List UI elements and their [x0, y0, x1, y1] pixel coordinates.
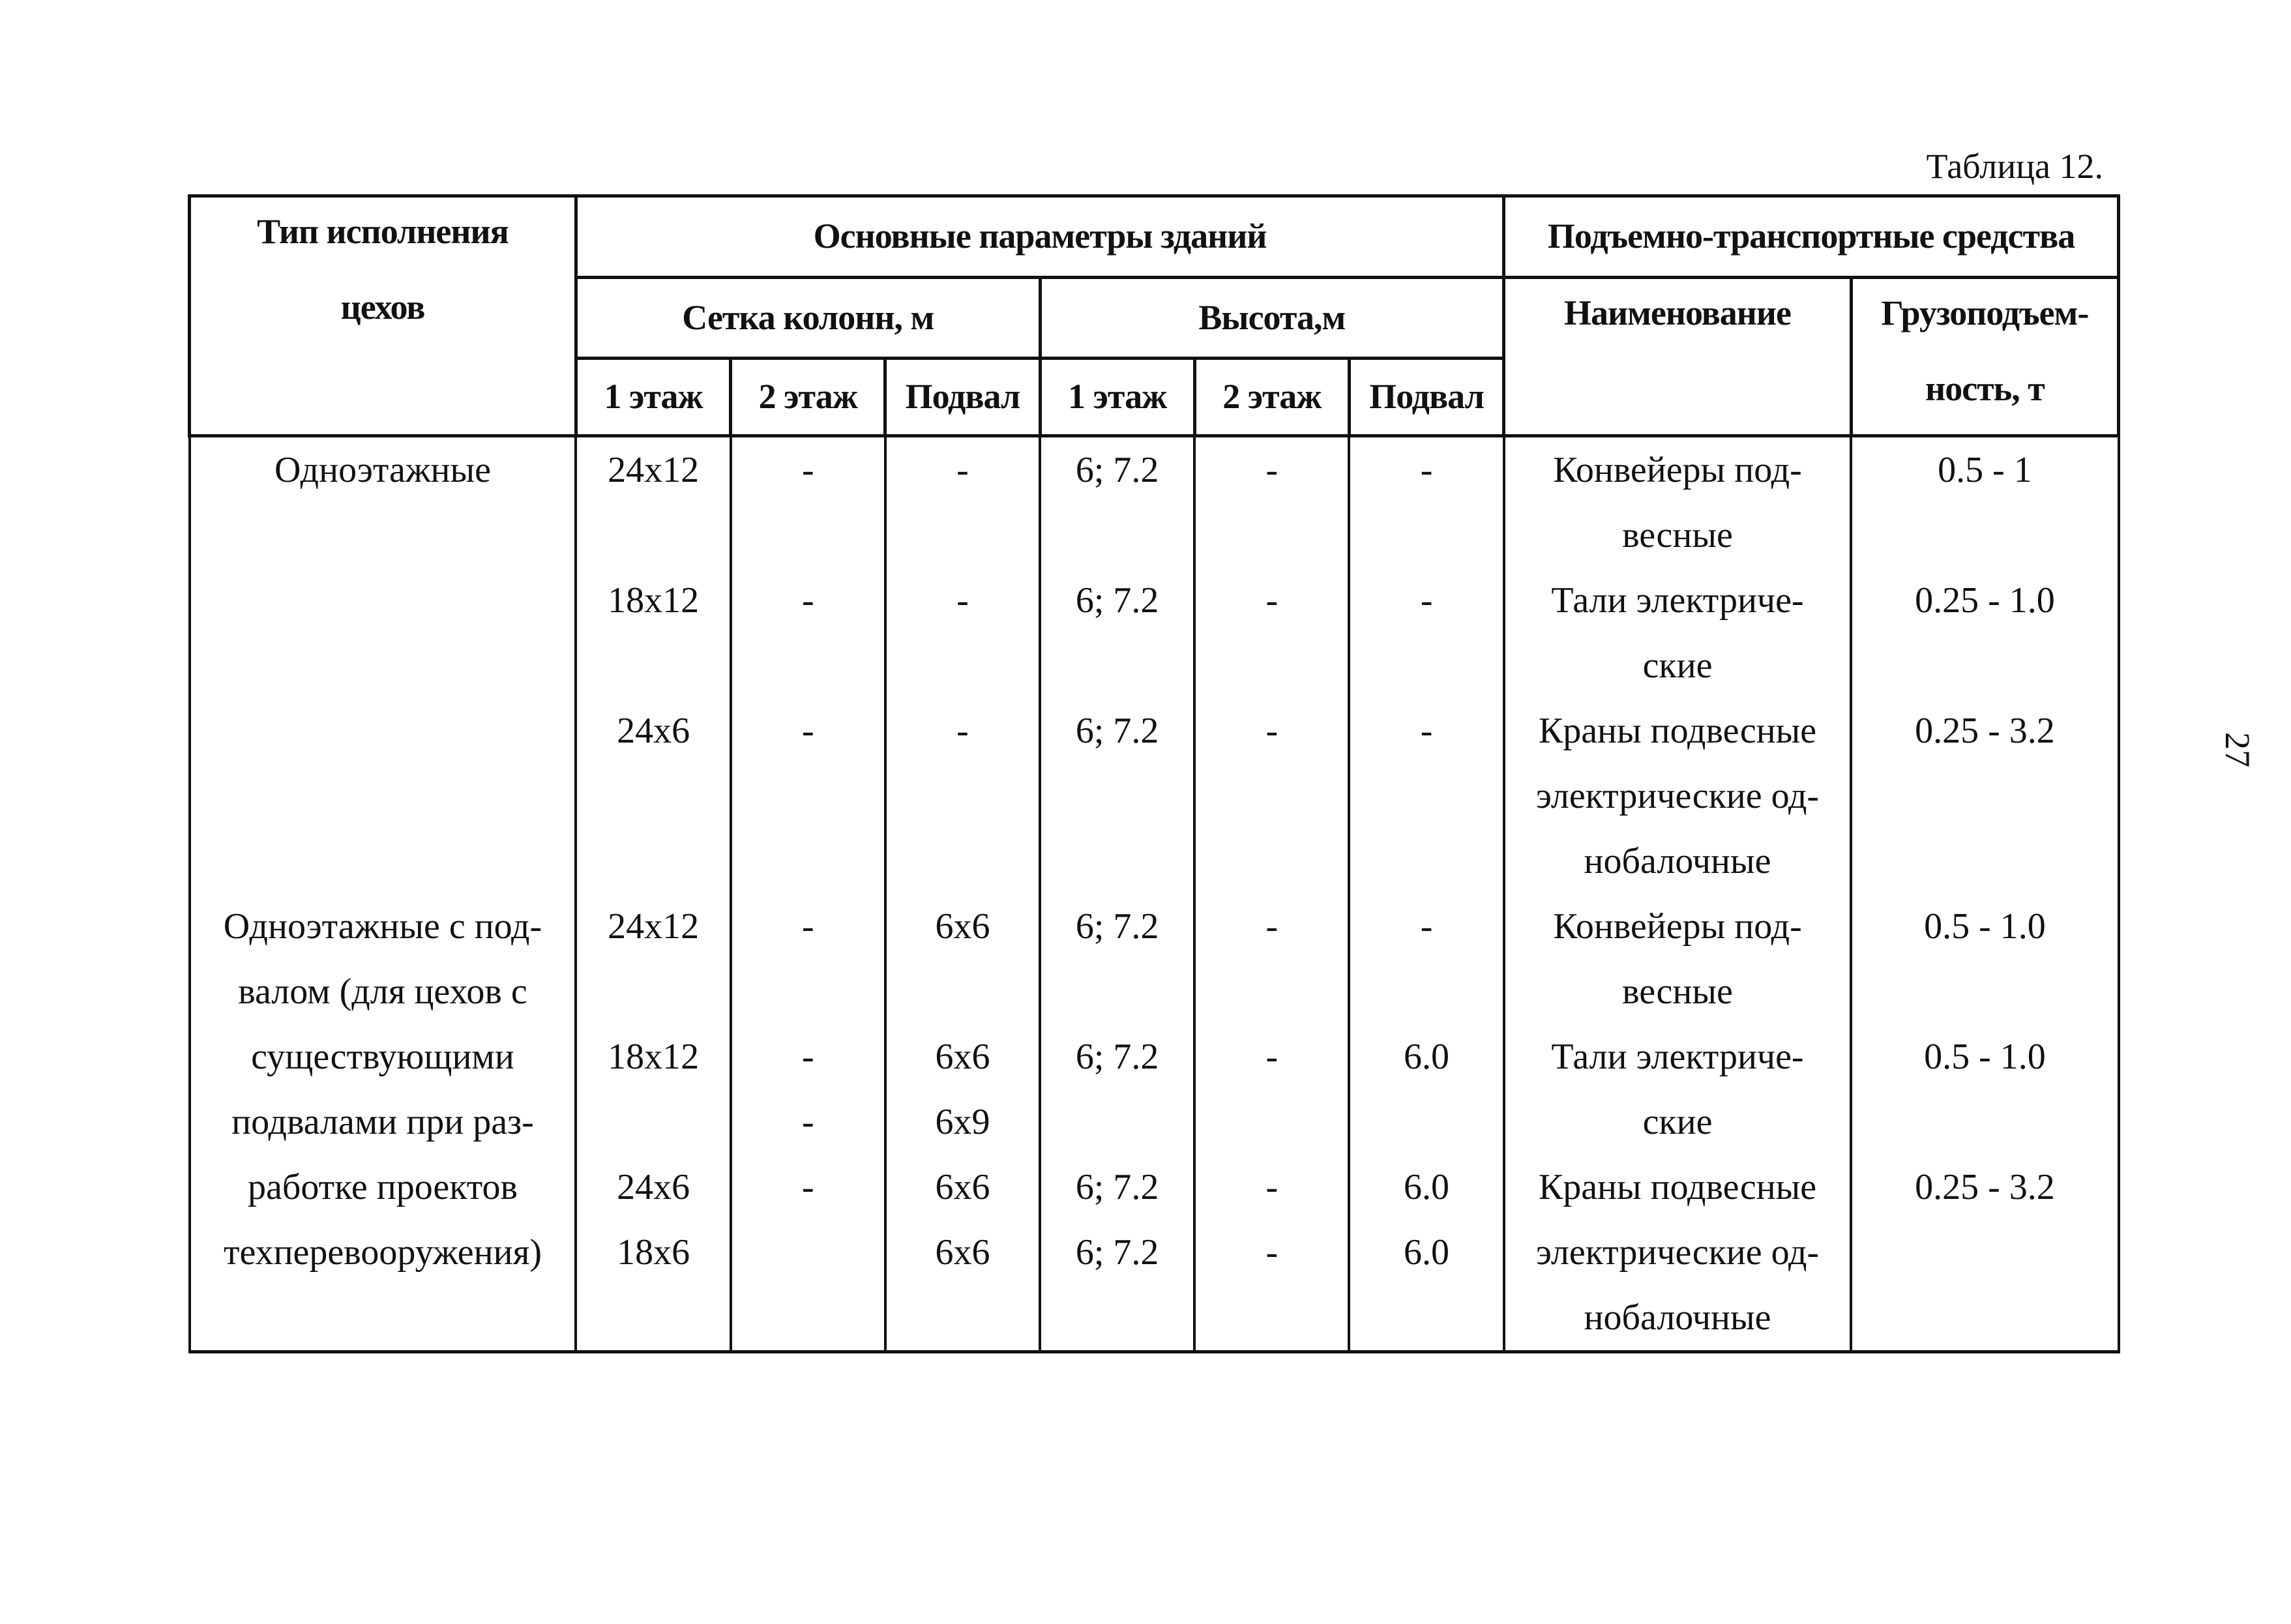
cell-line: -	[801, 906, 814, 947]
cell-line	[1350, 1089, 1502, 1155]
header-grid-floor1: 1 этаж	[576, 359, 730, 436]
cell-line	[1350, 959, 1502, 1024]
cell-line	[1041, 763, 1193, 829]
height-basement-cell	[1349, 894, 1503, 1352]
cell-line: -	[801, 449, 814, 490]
cell-line: -	[956, 710, 969, 751]
cell-line	[887, 763, 1039, 829]
cell-line	[1852, 633, 2117, 698]
cell-line: 24x6	[617, 1166, 690, 1207]
height-floor1-cell	[1040, 894, 1194, 1352]
header-main-params: Основные параметры зданий	[576, 196, 1503, 278]
cell-line	[1041, 633, 1193, 698]
height-floor1-cell	[1040, 436, 1194, 894]
cell-line: 0.25 - 3.2	[1915, 710, 2055, 751]
cell-line: 6x6	[935, 1166, 990, 1207]
cell-line: ские	[1642, 1101, 1713, 1142]
cell-line: -	[1265, 1166, 1279, 1207]
cell-line: работке проектов	[248, 1166, 518, 1207]
header-capacity-line1: Грузоподъем-	[1851, 277, 2118, 359]
cell-line: нобалочные	[1584, 1297, 1771, 1338]
cell-line: Краны подвесные	[1538, 1166, 1817, 1207]
cell-line	[1852, 829, 2117, 894]
header-name-blank	[1504, 359, 1852, 436]
header-height-basement: Подвал	[1349, 359, 1503, 436]
cell-line: -	[801, 580, 814, 621]
cell-line	[887, 503, 1039, 568]
cell-line: 24x12	[608, 906, 700, 947]
cell-line: 6; 7.2	[1075, 906, 1159, 947]
cell-line	[1350, 503, 1502, 568]
cell-line	[191, 763, 575, 829]
cell-line: Краны подвесные	[1538, 710, 1817, 751]
cell-line	[732, 633, 884, 698]
cell-line: Тали электриче-	[1551, 1036, 1804, 1077]
table-header	[190, 196, 2119, 436]
cell-line	[577, 633, 729, 698]
cell-line: -	[1265, 906, 1279, 947]
cell-line	[732, 503, 884, 568]
cell-line: Конвейеры под-	[1553, 449, 1802, 490]
cell-line: 6; 7.2	[1075, 580, 1159, 621]
cell-line: подвалами при раз-	[231, 1101, 534, 1142]
grid-basement-cell	[885, 436, 1040, 894]
grid-floor1-cell	[576, 894, 730, 1352]
building-parameters-table	[188, 194, 2120, 1353]
cell-line	[1196, 503, 1348, 568]
cell-line: -	[801, 1101, 814, 1142]
cell-line: существующими	[251, 1036, 514, 1077]
cell-line	[1196, 1089, 1348, 1155]
cell-line	[732, 763, 884, 829]
cell-line: 6x6	[935, 906, 990, 947]
table-container	[188, 194, 2120, 1353]
type-cell	[190, 894, 576, 1352]
cell-line: -	[801, 1166, 814, 1207]
cell-line	[577, 503, 729, 568]
cell-line: 6; 7.2	[1075, 1166, 1159, 1207]
cell-line	[191, 568, 575, 633]
cell-line: -	[1420, 710, 1433, 751]
grid-floor2-cell	[731, 436, 885, 894]
cell-line	[1852, 959, 2117, 1024]
cell-line	[1196, 633, 1348, 698]
header-capacity-line2: ность, т	[1851, 359, 2118, 436]
grid-floor1-cell	[576, 436, 730, 894]
cell-line	[191, 698, 575, 763]
height-floor2-cell	[1194, 436, 1349, 894]
cell-line	[1350, 829, 1502, 894]
cell-line	[191, 829, 575, 894]
cell-line: -	[1265, 449, 1279, 490]
cell-line: 6.0	[1404, 1166, 1450, 1207]
cell-line	[732, 959, 884, 1024]
capacity-cell	[1851, 894, 2118, 1352]
header-height-floor2: 2 этаж	[1194, 359, 1349, 436]
cell-line: ские	[1642, 645, 1713, 686]
cell-line	[577, 763, 729, 829]
cell-line: 6x6	[935, 1036, 990, 1077]
cell-line	[887, 1285, 1039, 1350]
cell-line: весные	[1622, 514, 1733, 555]
cell-line: валом (для цехов с	[238, 971, 527, 1012]
header-grid-floor2: 2 этаж	[731, 359, 885, 436]
cell-line: техперевооружения)	[223, 1232, 542, 1273]
header-grid-basement: Подвал	[885, 359, 1040, 436]
cell-line: 0.5 - 1.0	[1924, 906, 2046, 947]
cell-line: электрические од-	[1535, 775, 1820, 816]
cell-line	[887, 633, 1039, 698]
capacity-cell	[1851, 436, 2118, 894]
cell-line	[887, 959, 1039, 1024]
height-basement-cell	[1349, 436, 1503, 894]
cell-line: 6; 7.2	[1075, 710, 1159, 751]
table-row	[190, 894, 2119, 1352]
cell-line: 24x12	[608, 449, 700, 490]
cell-line	[1852, 1285, 2117, 1350]
cell-line: 6x6	[935, 1232, 990, 1273]
cell-line	[577, 1285, 729, 1350]
cell-line: нобалочные	[1584, 840, 1771, 881]
cell-line: -	[1265, 1232, 1279, 1273]
cell-line: -	[1420, 580, 1433, 621]
cell-line: 6x9	[935, 1101, 990, 1142]
cell-line	[1196, 829, 1348, 894]
cell-line: Одноэтажные	[274, 449, 492, 490]
cell-line	[1852, 1089, 2117, 1155]
cell-line: -	[1420, 449, 1433, 490]
cell-line	[577, 1089, 729, 1155]
header-transport: Подъемно-транспортные средства	[1504, 196, 2119, 278]
cell-line: -	[1420, 906, 1433, 947]
cell-line	[191, 503, 575, 568]
cell-line: 0.5 - 1.0	[1924, 1036, 2046, 1077]
cell-line	[1041, 829, 1193, 894]
cell-line: 18x6	[617, 1232, 690, 1273]
cell-line: 6.0	[1404, 1036, 1450, 1077]
cell-line	[732, 1220, 884, 1285]
header-column-grid: Сетка колонн, м	[576, 277, 1040, 359]
cell-line	[1852, 503, 2117, 568]
cell-line	[1196, 763, 1348, 829]
cell-line: -	[1265, 1036, 1279, 1077]
cell-line: -	[1265, 580, 1279, 621]
grid-basement-cell	[885, 894, 1040, 1352]
equipment-name-cell	[1504, 894, 1852, 1352]
cell-line: -	[1265, 710, 1279, 751]
cell-line	[1041, 1089, 1193, 1155]
header-type-blank	[190, 359, 576, 436]
cell-line: 0.25 - 1.0	[1915, 580, 2055, 621]
cell-line: Одноэтажные с под-	[223, 906, 542, 947]
table-caption: Таблица 12.	[1926, 147, 2103, 186]
cell-line: 6; 7.2	[1075, 449, 1159, 490]
equipment-name-cell	[1504, 436, 1852, 894]
cell-line: 6; 7.2	[1075, 1036, 1159, 1077]
cell-line	[191, 633, 575, 698]
cell-line: -	[801, 710, 814, 751]
cell-line	[732, 1285, 884, 1350]
cell-line	[732, 829, 884, 894]
cell-line: 24x6	[617, 710, 690, 751]
cell-line	[1041, 959, 1193, 1024]
table-body	[190, 436, 2119, 1351]
header-height-floor1: 1 этаж	[1040, 359, 1194, 436]
cell-line: 6.0	[1404, 1232, 1450, 1273]
grid-floor2-cell	[731, 894, 885, 1352]
cell-line	[577, 829, 729, 894]
table-row	[190, 436, 2119, 894]
cell-line: 0.5 - 1	[1938, 449, 2032, 490]
cell-line: весные	[1622, 971, 1733, 1012]
cell-line	[577, 959, 729, 1024]
cell-line: 18x12	[608, 1036, 700, 1077]
cell-line	[1852, 1220, 2117, 1285]
cell-line	[1350, 1285, 1502, 1350]
header-type-line2: цехов	[190, 277, 576, 359]
header-name: Наименование	[1504, 277, 1852, 359]
cell-line	[191, 1285, 575, 1350]
page-number: 27	[2218, 732, 2257, 767]
cell-line	[887, 829, 1039, 894]
cell-line: -	[956, 580, 969, 621]
header-height: Высота,м	[1040, 277, 1504, 359]
cell-line	[1196, 959, 1348, 1024]
cell-line: Тали электриче-	[1551, 580, 1804, 621]
cell-line: -	[801, 1036, 814, 1077]
cell-line	[1350, 633, 1502, 698]
cell-line: 0.25 - 3.2	[1915, 1166, 2055, 1207]
cell-line: Конвейеры под-	[1553, 906, 1802, 947]
cell-line	[1041, 503, 1193, 568]
cell-line	[1350, 763, 1502, 829]
header-type-line1: Тип исполнения	[190, 196, 576, 278]
cell-line	[1041, 1285, 1193, 1350]
height-floor2-cell	[1194, 894, 1349, 1352]
type-cell	[190, 436, 576, 894]
cell-line: -	[956, 449, 969, 490]
cell-line: 6; 7.2	[1075, 1232, 1159, 1273]
cell-line	[1196, 1285, 1348, 1350]
cell-line: электрические од-	[1535, 1232, 1820, 1273]
cell-line: 18x12	[608, 580, 700, 621]
cell-line	[1852, 763, 2117, 829]
